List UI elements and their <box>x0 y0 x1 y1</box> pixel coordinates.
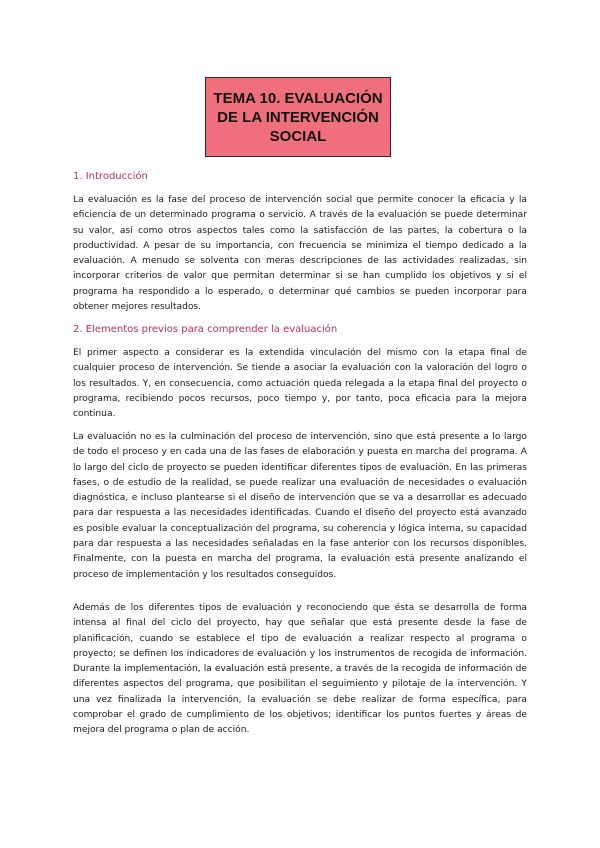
paragraph-culminacion: La evaluación no es la culminación del proceso de intervención, sino que está presente a lo largo de todo el proceso y en cada una de las fases de elaboración y puesta en marcha del programa. A lo largo del ciclo de proyecto se pueden identificar diferentes tipos de evaluación. En las primeras fases, o de estudio de la realidad, se puede realizar una evaluación de necesidades o evaluación diagnóstica, e incluso plantearse si el diseño de intervención que se va a desarrollar es adecuado para dar respuesta a las necesidades identificadas. Cuando el diseño del proyecto está avanzado es posible evaluar la conceptualización del programa, su coherencia y lógica interna, su capacidad para dar respuesta a las necesidades señaladas en la fase anterior con los recursos disponibles. Finalmente, con la puesta en marcha del programa, la evaluación está presente analizando el proceso de implementación y los resultados conseguidos. <box>73 432 527 580</box>
title-box <box>205 77 391 157</box>
paragraph-introduccion: La evaluación es la fase del proceso de intervención social que permite conocer la eficacia y la eficiencia de un determinado programa o servicio. A través de la evaluación se puede determinar su valor, así como otros aspectos tales como la satisfacción de las partes, la cobertura o la productividad. A pesar de su importancia, con frecuencia se minimiza el tiempo dedicado a la evaluación. A menudo se solventa con meras descripciones de las actividades realizadas, sin incorporar criterios de valor que permitan determinar si se han cumplido los objetivos y si el programa ha respondido a lo esperado, o determinar qué cambios se pueden incorporar para obtener mejores resultados. <box>73 195 527 313</box>
paragraph-primer-aspecto: El primer aspecto a considerar es la extendida vinculación del mismo con la etapa final de cualquier proceso de intervención. Se tiende a asociar la evaluación con la valoración del logro o los resultados. Y, en consecuencia, como actuación queda relegada a la etapa final del proyecto o programa, recibiendo pocos recursos, poco tiempo y, por tanto, poca eficacia para la mejora continua. <box>73 348 527 420</box>
section-heading-elementos-previos: 2. Elementos previos para comprender la evaluación <box>73 324 338 335</box>
document-title: TEMA 10. EVALUACIÓN DE LA INTERVENCIÓN SOCIAL <box>213 89 383 145</box>
paragraph-tipos-evaluacion: Además de los diferentes tipos de evaluación y reconociendo que ésta se desarrolla de forma intensa al final del ciclo del proyecto, hay que señalar que está presente desde la fase de planificación, cuando se establece el tipo de evaluación a realizar respecto al programa o proyecto; se definen los indicadores de evaluación y los instrumentos de recogida de información. Durante la implementación, la evaluación está presente, a través de la recogida de información de diferentes aspectos del programa, que posibilitan el seguimiento y pilotaje de la intervención. Y una vez finalizada la intervención, la evaluación se debe realizar de forma específica, para comprobar el grado de cumplimiento de los objetivos; identificar los puntos fuertes y áreas de mejora del programa o plan de acción. <box>73 603 527 736</box>
section-heading-introduccion: 1. Introducción <box>73 171 148 182</box>
